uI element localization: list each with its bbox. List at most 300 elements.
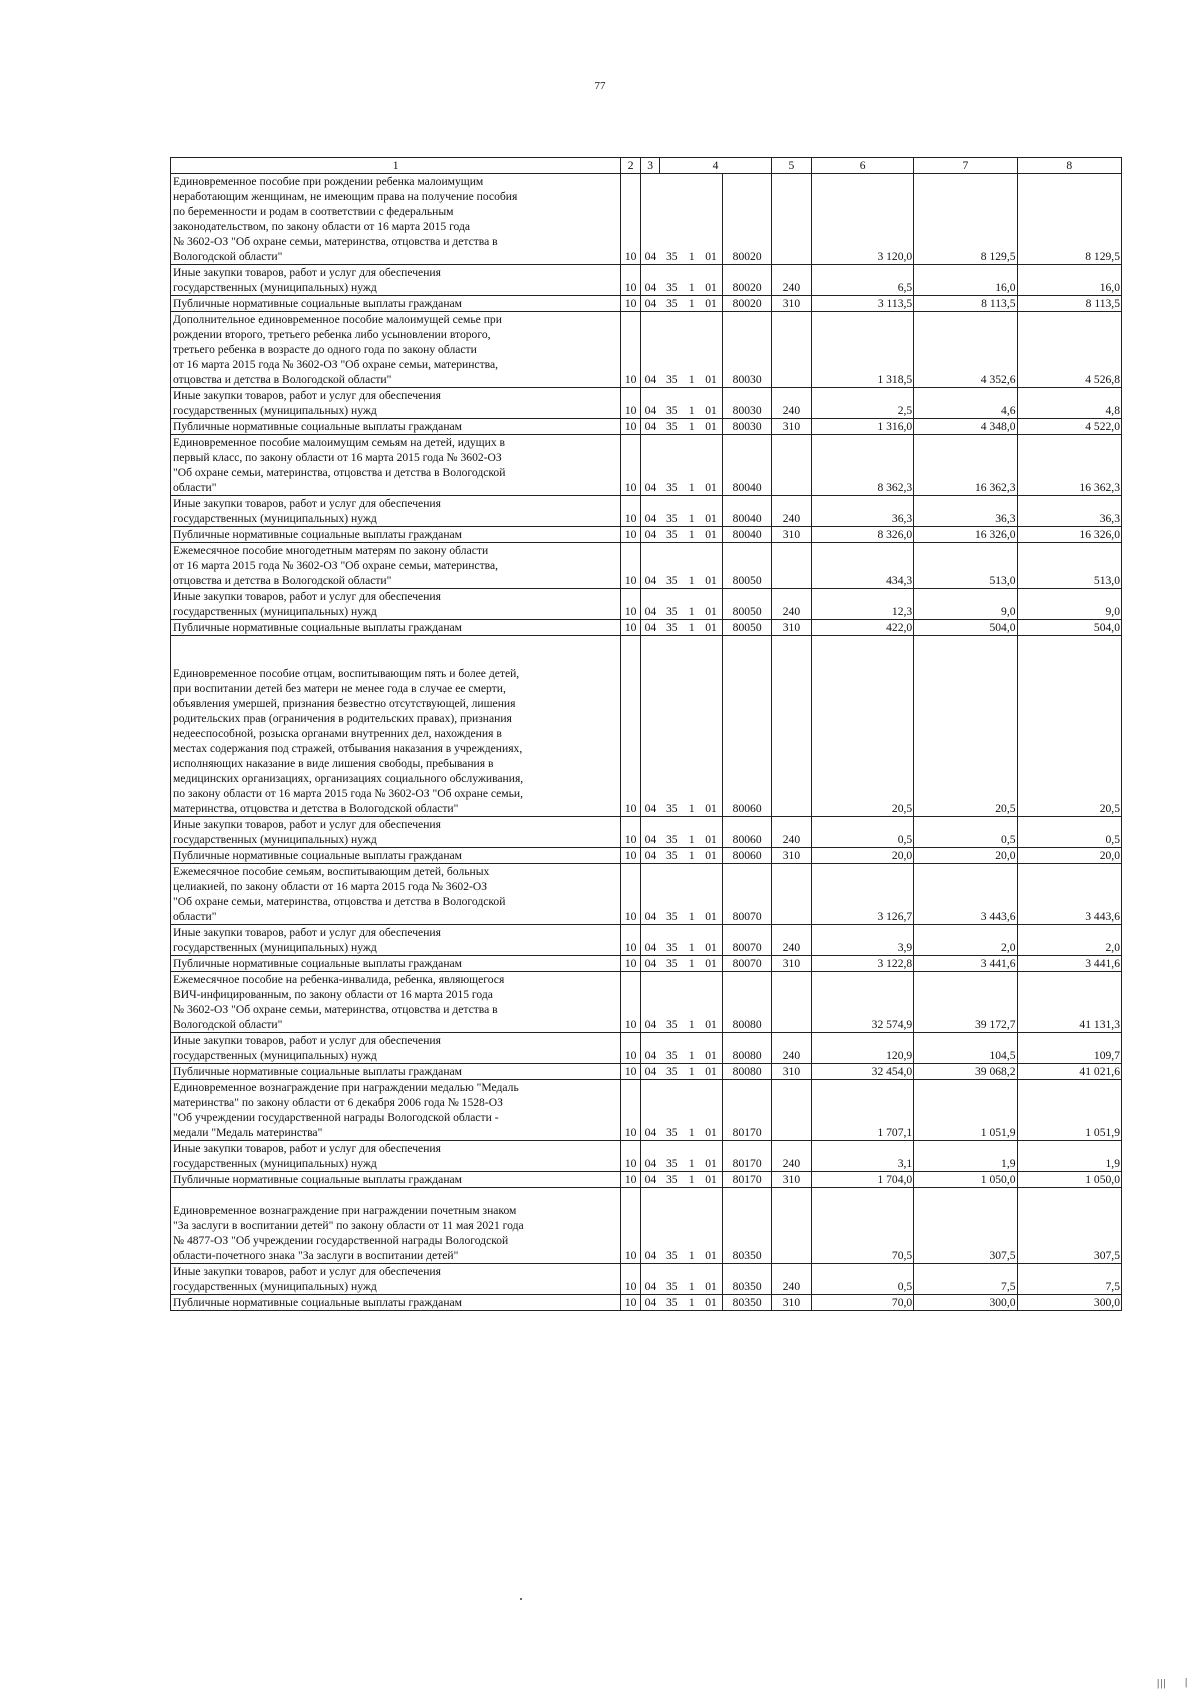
code-direction: 80080 (723, 1064, 772, 1080)
amount-col-6: 2,5 (811, 388, 913, 419)
amount-col-6: 422,0 (811, 620, 913, 636)
row-description: Ежемесячное пособие на ребенка-инвалида, ребенка, являющегося ВИЧ-инфицированным, по закону области от 16 марта 2015 года № 3602-ОЗ "Об охране семьи, материнства, отцовства и детства в Вологодской области" (171, 972, 621, 1033)
code-event: 01 (700, 589, 723, 620)
code-subprogram: 1 (684, 1264, 700, 1295)
code-direction: 80070 (723, 864, 772, 925)
amount-col-7: 4 348,0 (914, 419, 1017, 435)
code-event: 01 (700, 1080, 723, 1141)
code-direction: 80030 (723, 419, 772, 435)
code-podrazdel: 04 (641, 265, 660, 296)
table-row (171, 174, 1122, 265)
amount-col-6: 1 704,0 (811, 1172, 913, 1188)
amount-col-7: 300,0 (914, 1295, 1017, 1311)
code-subprogram: 1 (684, 265, 700, 296)
amount-col-7: 1 051,9 (914, 1080, 1017, 1141)
code-program: 35 (660, 636, 684, 817)
code-subprogram: 1 (684, 848, 700, 864)
code-subprogram: 1 (684, 956, 700, 972)
table-row (171, 848, 1122, 864)
code-program: 35 (660, 972, 684, 1033)
code-podrazdel: 04 (641, 388, 660, 419)
code-direction: 80030 (723, 388, 772, 419)
code-subprogram: 1 (684, 1080, 700, 1141)
amount-col-8: 8 129,5 (1017, 174, 1121, 265)
code-event: 01 (700, 972, 723, 1033)
code-razdel: 10 (621, 265, 641, 296)
amount-col-7: 16,0 (914, 265, 1017, 296)
table-row (171, 419, 1122, 435)
table-row (171, 636, 1122, 817)
code-razdel: 10 (621, 174, 641, 265)
code-subprogram: 1 (684, 864, 700, 925)
column-header-6: 6 (811, 158, 913, 174)
code-razdel: 10 (621, 388, 641, 419)
code-direction: 80020 (723, 174, 772, 265)
code-podrazdel: 04 (641, 589, 660, 620)
code-event: 01 (700, 1264, 723, 1295)
code-podrazdel: 04 (641, 956, 660, 972)
code-expense-type (771, 636, 811, 817)
table-row (171, 312, 1122, 388)
code-podrazdel: 04 (641, 817, 660, 848)
amount-col-7: 39 172,7 (914, 972, 1017, 1033)
code-program: 35 (660, 543, 684, 589)
code-expense-type (771, 435, 811, 496)
row-description: Иные закупки товаров, работ и услуг для обеспечения государственных (муниципальных) нужд (171, 817, 621, 848)
code-podrazdel: 04 (641, 527, 660, 543)
amount-col-7: 20,5 (914, 636, 1017, 817)
row-description: Единовременное пособие отцам, воспитывающим пять и более детей, при воспитании детей без матери не менее года в случае ее смерти, объявления умершей, признания безвестно отсутствующей, лишения родительских прав (ограничения в родительских правах), признания недееспособной, розыска органами внутренних дел, нахождения в местах содержания под стражей, отбывания наказания в учреждениях, исполняющих наказание в виде лишения свободы, пребывания в медицинских организациях, организациях социального обслуживания, по закону области от 16 марта 2015 года № 3602-ОЗ "Об охране семьи, материнства, отцовства и детства в Вологодской области" (171, 636, 621, 817)
amount-col-6: 20,0 (811, 848, 913, 864)
code-program: 35 (660, 265, 684, 296)
code-expense-type: 310 (771, 419, 811, 435)
amount-col-8: 504,0 (1017, 620, 1121, 636)
code-subprogram: 1 (684, 543, 700, 589)
amount-col-7: 9,0 (914, 589, 1017, 620)
code-direction: 80020 (723, 265, 772, 296)
code-program: 35 (660, 388, 684, 419)
amount-col-7: 36,3 (914, 496, 1017, 527)
code-podrazdel: 04 (641, 620, 660, 636)
amount-col-7: 2,0 (914, 925, 1017, 956)
code-event: 01 (700, 1141, 723, 1172)
table-row (171, 972, 1122, 1033)
code-podrazdel: 04 (641, 1172, 660, 1188)
code-expense-type (771, 864, 811, 925)
code-event: 01 (700, 1064, 723, 1080)
code-subprogram: 1 (684, 589, 700, 620)
code-subprogram: 1 (684, 817, 700, 848)
code-subprogram: 1 (684, 527, 700, 543)
code-subprogram: 1 (684, 1188, 700, 1264)
row-description: Единовременное пособие малоимущим семьям на детей, идущих в первый класс, по закону области от 16 марта 2015 года № 3602-ОЗ "Об охране семьи, материнства, отцовства и детства в Вологодской области" (171, 435, 621, 496)
code-expense-type: 310 (771, 848, 811, 864)
column-header-4: 4 (660, 158, 772, 174)
code-expense-type: 310 (771, 527, 811, 543)
code-direction: 80060 (723, 636, 772, 817)
code-direction: 80350 (723, 1188, 772, 1264)
code-event: 01 (700, 1295, 723, 1311)
code-event: 01 (700, 956, 723, 972)
code-direction: 80050 (723, 589, 772, 620)
code-razdel: 10 (621, 864, 641, 925)
amount-col-6: 1 316,0 (811, 419, 913, 435)
amount-col-8: 8 113,5 (1017, 296, 1121, 312)
code-direction: 80080 (723, 972, 772, 1033)
code-subprogram: 1 (684, 1172, 700, 1188)
code-razdel: 10 (621, 1080, 641, 1141)
row-description: Публичные нормативные социальные выплаты гражданам (171, 1295, 621, 1311)
row-description: Ежемесячное пособие семьям, воспитывающим детей, больных целиакией, по закону области от 16 марта 2015 года № 3602-ОЗ "Об охране семьи, материнства, отцовства и детства в Вологодской области" (171, 864, 621, 925)
code-expense-type: 310 (771, 1064, 811, 1080)
code-direction: 80020 (723, 296, 772, 312)
row-description: Публичные нормативные социальные выплаты гражданам (171, 848, 621, 864)
amount-col-8: 41 131,3 (1017, 972, 1121, 1033)
column-header-3: 3 (641, 158, 660, 174)
amount-col-6: 8 326,0 (811, 527, 913, 543)
table-row (171, 956, 1122, 972)
amount-col-8: 9,0 (1017, 589, 1121, 620)
code-subprogram: 1 (684, 1141, 700, 1172)
table-row (171, 620, 1122, 636)
amount-col-7: 8 129,5 (914, 174, 1017, 265)
amount-col-8: 4,8 (1017, 388, 1121, 419)
code-podrazdel: 04 (641, 496, 660, 527)
code-event: 01 (700, 925, 723, 956)
amount-col-6: 36,3 (811, 496, 913, 527)
code-expense-type: 310 (771, 1295, 811, 1311)
code-direction: 80050 (723, 620, 772, 636)
amount-col-6: 70,5 (811, 1188, 913, 1264)
code-subprogram: 1 (684, 1033, 700, 1064)
amount-col-6: 20,5 (811, 636, 913, 817)
code-program: 35 (660, 1141, 684, 1172)
code-razdel: 10 (621, 956, 641, 972)
row-description: Публичные нормативные социальные выплаты гражданам (171, 956, 621, 972)
table-row (171, 1295, 1122, 1311)
table-row (171, 589, 1122, 620)
amount-col-7: 513,0 (914, 543, 1017, 589)
amount-col-8: 2,0 (1017, 925, 1121, 956)
code-expense-type (771, 1188, 811, 1264)
amount-col-7: 504,0 (914, 620, 1017, 636)
code-expense-type: 240 (771, 1033, 811, 1064)
code-razdel: 10 (621, 972, 641, 1033)
code-razdel: 10 (621, 419, 641, 435)
code-razdel: 10 (621, 925, 641, 956)
code-razdel: 10 (621, 848, 641, 864)
code-expense-type: 310 (771, 620, 811, 636)
code-subprogram: 1 (684, 388, 700, 419)
scan-marks: ||| (1157, 1677, 1167, 1689)
code-podrazdel: 04 (641, 1141, 660, 1172)
code-direction: 80050 (723, 543, 772, 589)
amount-col-7: 16 362,3 (914, 435, 1017, 496)
code-event: 01 (700, 496, 723, 527)
table-row (171, 1172, 1122, 1188)
page-number: 77 (594, 80, 606, 92)
code-subprogram: 1 (684, 925, 700, 956)
code-direction: 80170 (723, 1141, 772, 1172)
code-event: 01 (700, 817, 723, 848)
code-event: 01 (700, 636, 723, 817)
code-event: 01 (700, 848, 723, 864)
amount-col-8: 3 441,6 (1017, 956, 1121, 972)
code-podrazdel: 04 (641, 1080, 660, 1141)
row-description: Публичные нормативные социальные выплаты гражданам (171, 419, 621, 435)
amount-col-8: 16 326,0 (1017, 527, 1121, 543)
row-description: Единовременное пособие при рождении ребенка малоимущим неработающим женщинам, не имеющим права на получение пособия по беременности и родам в соответствии с федеральным законодательством, по закону области от 16 марта 2015 года № 3602-ОЗ "Об охране семьи, материнства, отцовства и детства в Вологодской области" (171, 174, 621, 265)
amount-col-7: 16 326,0 (914, 527, 1017, 543)
code-subprogram: 1 (684, 620, 700, 636)
code-subprogram: 1 (684, 496, 700, 527)
code-program: 35 (660, 174, 684, 265)
amount-col-6: 3,9 (811, 925, 913, 956)
row-description: Публичные нормативные социальные выплаты гражданам (171, 296, 621, 312)
code-podrazdel: 04 (641, 174, 660, 265)
code-program: 35 (660, 1172, 684, 1188)
table-row (171, 864, 1122, 925)
code-event: 01 (700, 620, 723, 636)
code-program: 35 (660, 589, 684, 620)
code-event: 01 (700, 419, 723, 435)
code-podrazdel: 04 (641, 1295, 660, 1311)
column-header-5: 5 (771, 158, 811, 174)
scan-speck (520, 1598, 522, 1600)
row-description: Иные закупки товаров, работ и услуг для обеспечения государственных (муниципальных) нужд (171, 265, 621, 296)
code-razdel: 10 (621, 496, 641, 527)
amount-col-6: 3,1 (811, 1141, 913, 1172)
code-expense-type: 310 (771, 296, 811, 312)
code-direction: 80350 (723, 1295, 772, 1311)
code-razdel: 10 (621, 527, 641, 543)
code-program: 35 (660, 1033, 684, 1064)
amount-col-6: 70,0 (811, 1295, 913, 1311)
table-row (171, 543, 1122, 589)
code-razdel: 10 (621, 636, 641, 817)
code-direction: 80080 (723, 1033, 772, 1064)
amount-col-7: 3 443,6 (914, 864, 1017, 925)
amount-col-7: 7,5 (914, 1264, 1017, 1295)
code-event: 01 (700, 312, 723, 388)
code-expense-type: 240 (771, 925, 811, 956)
code-razdel: 10 (621, 1064, 641, 1080)
table-row (171, 1141, 1122, 1172)
amount-col-7: 0,5 (914, 817, 1017, 848)
code-event: 01 (700, 864, 723, 925)
amount-col-8: 1 050,0 (1017, 1172, 1121, 1188)
code-razdel: 10 (621, 435, 641, 496)
amount-col-8: 20,5 (1017, 636, 1121, 817)
code-event: 01 (700, 388, 723, 419)
code-expense-type: 310 (771, 956, 811, 972)
amount-col-6: 32 574,9 (811, 972, 913, 1033)
code-program: 35 (660, 956, 684, 972)
amount-col-8: 16 362,3 (1017, 435, 1121, 496)
table-row (171, 925, 1122, 956)
row-description: Публичные нормативные социальные выплаты гражданам (171, 527, 621, 543)
code-razdel: 10 (621, 1141, 641, 1172)
row-description: Публичные нормативные социальные выплаты гражданам (171, 1172, 621, 1188)
amount-col-8: 16,0 (1017, 265, 1121, 296)
code-expense-type (771, 174, 811, 265)
code-subprogram: 1 (684, 296, 700, 312)
table-row (171, 296, 1122, 312)
code-event: 01 (700, 174, 723, 265)
code-podrazdel: 04 (641, 848, 660, 864)
code-subprogram: 1 (684, 972, 700, 1033)
code-podrazdel: 04 (641, 543, 660, 589)
code-razdel: 10 (621, 1172, 641, 1188)
code-direction: 80040 (723, 496, 772, 527)
amount-col-8: 36,3 (1017, 496, 1121, 527)
code-program: 35 (660, 1080, 684, 1141)
row-description: Иные закупки товаров, работ и услуг для обеспечения государственных (муниципальных) нужд (171, 925, 621, 956)
code-razdel: 10 (621, 543, 641, 589)
amount-col-6: 3 120,0 (811, 174, 913, 265)
code-program: 35 (660, 1264, 684, 1295)
code-podrazdel: 04 (641, 925, 660, 956)
code-expense-type (771, 543, 811, 589)
code-podrazdel: 04 (641, 1064, 660, 1080)
amount-col-8: 109,7 (1017, 1033, 1121, 1064)
row-description: Иные закупки товаров, работ и услуг для обеспечения государственных (муниципальных) нужд (171, 589, 621, 620)
amount-col-6: 120,9 (811, 1033, 913, 1064)
code-program: 35 (660, 864, 684, 925)
amount-col-8: 1 051,9 (1017, 1080, 1121, 1141)
code-podrazdel: 04 (641, 636, 660, 817)
code-razdel: 10 (621, 1264, 641, 1295)
code-podrazdel: 04 (641, 296, 660, 312)
row-description: Ежемесячное пособие многодетным матерям по закону области от 16 марта 2015 года № 3602-ОЗ "Об охране семьи, материнства, отцовства и детства в Вологодской области" (171, 543, 621, 589)
amount-col-6: 32 454,0 (811, 1064, 913, 1080)
code-program: 35 (660, 419, 684, 435)
code-event: 01 (700, 265, 723, 296)
column-header-2: 2 (621, 158, 641, 174)
code-subprogram: 1 (684, 435, 700, 496)
row-description: Иные закупки товаров, работ и услуг для обеспечения государственных (муниципальных) нужд (171, 1264, 621, 1295)
table-body (171, 174, 1122, 1311)
code-razdel: 10 (621, 620, 641, 636)
amount-col-7: 8 113,5 (914, 296, 1017, 312)
table-row (171, 265, 1122, 296)
table-row (171, 1064, 1122, 1080)
code-direction: 80350 (723, 1264, 772, 1295)
code-program: 35 (660, 1188, 684, 1264)
code-razdel: 10 (621, 296, 641, 312)
amount-col-6: 6,5 (811, 265, 913, 296)
amount-col-8: 7,5 (1017, 1264, 1121, 1295)
code-expense-type: 310 (771, 1172, 811, 1188)
code-event: 01 (700, 1188, 723, 1264)
table-row (171, 435, 1122, 496)
code-program: 35 (660, 527, 684, 543)
table-row (171, 388, 1122, 419)
code-expense-type (771, 972, 811, 1033)
code-expense-type: 240 (771, 589, 811, 620)
amount-col-8: 307,5 (1017, 1188, 1121, 1264)
amount-col-6: 0,5 (811, 817, 913, 848)
amount-col-7: 3 441,6 (914, 956, 1017, 972)
code-razdel: 10 (621, 312, 641, 388)
amount-col-7: 4 352,6 (914, 312, 1017, 388)
code-podrazdel: 04 (641, 435, 660, 496)
table-row (171, 1264, 1122, 1295)
code-expense-type: 240 (771, 265, 811, 296)
code-expense-type (771, 312, 811, 388)
code-expense-type: 240 (771, 388, 811, 419)
amount-col-8: 4 526,8 (1017, 312, 1121, 388)
code-podrazdel: 04 (641, 972, 660, 1033)
row-description: Дополнительное единовременное пособие малоимущей семье при рождении второго, третьего ребенка либо усыновлении второго, третьего ребенка в возрасте до одного года по закону области от 16 марта 2015 года № 3602-ОЗ "Об охране семьи, материнства, отцовства и детства в Вологодской области" (171, 312, 621, 388)
code-subprogram: 1 (684, 419, 700, 435)
code-direction: 80060 (723, 817, 772, 848)
code-program: 35 (660, 296, 684, 312)
code-direction: 80170 (723, 1172, 772, 1188)
table-row (171, 527, 1122, 543)
code-event: 01 (700, 296, 723, 312)
code-direction: 80070 (723, 956, 772, 972)
code-event: 01 (700, 527, 723, 543)
amount-col-6: 1 318,5 (811, 312, 913, 388)
table-header-row (171, 158, 1122, 174)
column-header-8: 8 (1017, 158, 1121, 174)
amount-col-6: 434,3 (811, 543, 913, 589)
code-podrazdel: 04 (641, 1188, 660, 1264)
row-description: Публичные нормативные социальные выплаты гражданам (171, 1064, 621, 1080)
table-row (171, 1188, 1122, 1264)
amount-col-8: 0,5 (1017, 817, 1121, 848)
code-program: 35 (660, 817, 684, 848)
code-subprogram: 1 (684, 174, 700, 265)
amount-col-7: 20,0 (914, 848, 1017, 864)
amount-col-6: 3 122,8 (811, 956, 913, 972)
row-description: Публичные нормативные социальные выплаты гражданам (171, 620, 621, 636)
code-program: 35 (660, 1295, 684, 1311)
amount-col-6: 1 707,1 (811, 1080, 913, 1141)
code-razdel: 10 (621, 1188, 641, 1264)
code-event: 01 (700, 543, 723, 589)
code-direction: 80040 (723, 435, 772, 496)
code-program: 35 (660, 620, 684, 636)
code-direction: 80170 (723, 1080, 772, 1141)
row-description: Иные закупки товаров, работ и услуг для обеспечения государственных (муниципальных) нужд (171, 496, 621, 527)
code-razdel: 10 (621, 589, 641, 620)
amount-col-7: 39 068,2 (914, 1064, 1017, 1080)
code-podrazdel: 04 (641, 864, 660, 925)
code-program: 35 (660, 848, 684, 864)
code-subprogram: 1 (684, 636, 700, 817)
amount-col-8: 20,0 (1017, 848, 1121, 864)
amount-col-7: 104,5 (914, 1033, 1017, 1064)
amount-col-8: 1,9 (1017, 1141, 1121, 1172)
table-row (171, 817, 1122, 848)
code-program: 35 (660, 925, 684, 956)
table-row (171, 496, 1122, 527)
row-description: Иные закупки товаров, работ и услуг для обеспечения государственных (муниципальных) нужд (171, 388, 621, 419)
code-expense-type: 240 (771, 496, 811, 527)
code-podrazdel: 04 (641, 1033, 660, 1064)
row-description: Единовременное вознаграждение при награждении почетным знаком "За заслуги в воспитании детей" по закону области от 11 мая 2021 года № 4877-ОЗ "Об учреждении государственной награды Вологодской области-почетного знака "За заслуги в воспитании детей" (171, 1188, 621, 1264)
code-expense-type: 240 (771, 1141, 811, 1172)
code-event: 01 (700, 1033, 723, 1064)
amount-col-8: 4 522,0 (1017, 419, 1121, 435)
code-program: 35 (660, 435, 684, 496)
code-event: 01 (700, 1172, 723, 1188)
row-description: Единовременное вознаграждение при награждении медалью "Медаль материнства" по закону области от 6 декабря 2006 года № 1528-ОЗ "Об учреждении государственной награды Вологодской области - медали "Медаль материнства" (171, 1080, 621, 1141)
amount-col-8: 41 021,6 (1017, 1064, 1121, 1080)
column-header-1: 1 (171, 158, 621, 174)
